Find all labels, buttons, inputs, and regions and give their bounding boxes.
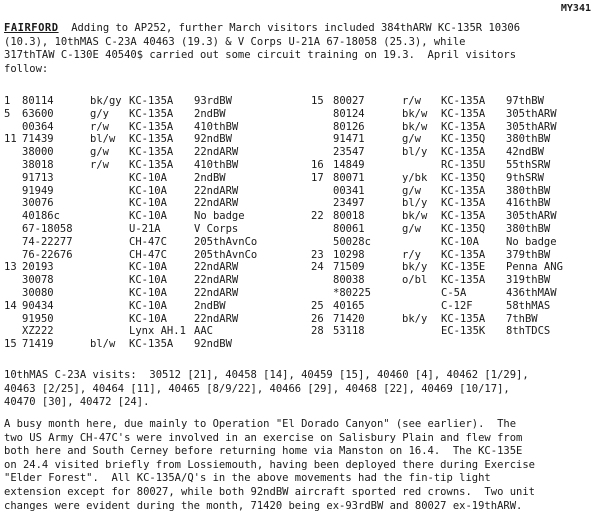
- table-row: [4, 249, 600, 262]
- left-unit-cell: 93rdBW: [194, 95, 232, 107]
- right-type-cell: KC-135E: [441, 261, 486, 274]
- left-colour-cell: r/w: [90, 120, 109, 133]
- left-type-cell: KC-10A: [129, 261, 167, 274]
- right-day-cell: 15: [311, 95, 324, 107]
- right-serial-cell: 53118: [333, 325, 365, 338]
- right-unit-cell: 319thBW: [506, 274, 551, 287]
- left-unit-cell: 92ndBW: [194, 338, 232, 351]
- table-row: [4, 274, 600, 287]
- right-unit-cell: 305thARW: [506, 107, 557, 120]
- right-serial-cell: 80018: [333, 210, 365, 223]
- right-colour-cell: o/bl: [402, 274, 428, 287]
- right-serial-cell: 40165: [333, 299, 365, 312]
- left-serial-cell: 91950: [22, 312, 54, 325]
- right-colour-cell: bk/w: [402, 210, 428, 223]
- right-unit-cell: 380thBW: [506, 133, 551, 146]
- right-colour-cell: bk/y: [402, 312, 428, 325]
- right-colour-cell: r/w: [402, 95, 421, 107]
- left-type-cell: KC-135A: [129, 338, 174, 351]
- right-type-cell: KC-135A: [441, 120, 486, 133]
- table-row: [4, 313, 600, 326]
- right-unit-cell: 55thSRW: [506, 158, 551, 171]
- right-serial-cell: *80225: [333, 286, 371, 299]
- right-colour-cell: bk/y: [402, 261, 428, 274]
- table-row: [4, 185, 600, 198]
- left-serial-cell: 67-18058: [22, 222, 73, 235]
- left-unit-cell: 2ndBW: [194, 171, 226, 184]
- left-day-cell: 15: [4, 338, 17, 351]
- left-type-cell: KC-10A: [129, 210, 167, 223]
- movements-table: [4, 95, 600, 351]
- right-type-cell: KC-135A: [441, 312, 486, 325]
- left-colour-cell: bk/gy: [90, 95, 122, 107]
- left-colour-cell: g/w: [90, 146, 109, 159]
- right-unit-cell: 305thARW: [506, 120, 557, 133]
- left-serial-cell: 76-22676: [22, 248, 73, 261]
- left-serial-cell: 20193: [22, 261, 54, 274]
- right-type-cell: KC-135Q: [441, 133, 486, 146]
- left-serial-cell: 90434: [22, 299, 54, 312]
- right-serial-cell: 00341: [333, 184, 365, 197]
- table-row: [4, 236, 600, 249]
- right-day-cell: 28: [311, 325, 324, 338]
- right-type-cell: RC-135U: [441, 158, 486, 171]
- right-serial-cell: 10298: [333, 248, 365, 261]
- right-serial-cell: 80071: [333, 171, 365, 184]
- right-colour-cell: bk/w: [402, 120, 428, 133]
- left-unit-cell: 22ndARW: [194, 286, 239, 299]
- left-unit-cell: 2ndBW: [194, 107, 226, 120]
- intro-text: Adding to AP252, further March visitors included 384thARW KC-135R 10306 (10.3), 10thMAS C-23A 40463 (19.3) & V Corps U-21A 67-18058 (25.3), while 317thTAW C-130E 40540$ carried out some circuit training on 19.3. April visitors follow:: [4, 22, 521, 75]
- table-row: [4, 121, 600, 134]
- table-row: [4, 197, 600, 210]
- right-unit-cell: 380thBW: [506, 184, 551, 197]
- left-type-cell: KC-135A: [129, 107, 174, 120]
- right-serial-cell: 80027: [333, 95, 365, 107]
- right-type-cell: KC-135A: [441, 107, 486, 120]
- right-serial-cell: 23497: [333, 197, 365, 210]
- left-serial-cell: 71439: [22, 133, 54, 146]
- table-row: [4, 146, 600, 159]
- left-day-cell: 13: [4, 261, 17, 274]
- left-unit-cell: 205thAvnCo: [194, 235, 258, 248]
- right-serial-cell: 80124: [333, 107, 365, 120]
- left-day-cell: 5: [4, 107, 11, 120]
- left-serial-cell: 30080: [22, 286, 54, 299]
- left-unit-cell: 92ndBW: [194, 133, 232, 146]
- left-type-cell: KC-10A: [129, 274, 167, 287]
- left-unit-cell: 22ndARW: [194, 197, 239, 210]
- left-type-cell: KC-10A: [129, 184, 167, 197]
- left-unit-cell: No badge: [194, 210, 245, 223]
- left-type-cell: CH-47C: [129, 235, 167, 248]
- right-unit-cell: Penna ANG: [506, 261, 563, 274]
- table-row: [4, 133, 600, 146]
- right-unit-cell: No badge: [506, 235, 557, 248]
- right-type-cell: C-5A: [441, 286, 467, 299]
- right-unit-cell: 416thBW: [506, 197, 551, 210]
- table-row: [4, 210, 600, 223]
- left-unit-cell: V Corps: [194, 222, 239, 235]
- right-serial-cell: 14849: [333, 158, 365, 171]
- table-row: [4, 338, 600, 351]
- right-type-cell: KC-135A: [441, 248, 486, 261]
- left-serial-cell: 71419: [22, 338, 54, 351]
- left-unit-cell: 22ndARW: [194, 261, 239, 274]
- table-row: [4, 159, 600, 172]
- left-unit-cell: 22ndARW: [194, 312, 239, 325]
- visits-paragraph: 10thMAS C-23A visits: 30512 [21], 40458 [14], 40459 [15], 40460 [4], 40462 [1/29], 40463 [2/25], 40464 [11], 40465 [8/9/22], 40466 [29], 40468 [22], 40469 [10/17], 40470 [30], 40472 [24].: [4, 369, 529, 409]
- right-colour-cell: g/w: [402, 222, 421, 235]
- table-row: [4, 95, 600, 108]
- left-type-cell: CH-47C: [129, 248, 167, 261]
- summary-paragraph: A busy month here, due mainly to Operation "El Dorado Canyon" (see earlier). The two US Army CH-47C's were involved in an exercise on Salisbury Plain and flew from both here and South Cerney before returning home via Manston on 16.4. The KC-135E on 24.4 visited briefly from Lossiemouth, having been deployed there during Exercise "Elder Forest". All KC-135A/Q's in the above movements had the fin-tip light extension except for 80027, while both 92ndBW aircraft sported red crowns. Two unit changes were evident during the month, 71420 being ex-93rdBW and 80027 ex-19thARW.: [4, 418, 536, 512]
- left-serial-cell: 91949: [22, 184, 54, 197]
- right-type-cell: KC-135Q: [441, 171, 486, 184]
- table-row: [4, 287, 600, 300]
- right-day-cell: 23: [311, 248, 324, 261]
- left-unit-cell: 22ndARW: [194, 274, 239, 287]
- right-unit-cell: 379thBW: [506, 248, 551, 261]
- right-serial-cell: 50028c: [333, 235, 371, 248]
- right-unit-cell: 8thTDCS: [506, 325, 551, 338]
- left-day-cell: 14: [4, 299, 17, 312]
- left-serial-cell: 38000: [22, 146, 54, 159]
- left-serial-cell: 74-22277: [22, 235, 73, 248]
- left-day-cell: 11: [4, 133, 17, 146]
- table-row: [4, 108, 600, 121]
- right-day-cell: 25: [311, 299, 324, 312]
- left-type-cell: KC-135A: [129, 146, 174, 159]
- left-type-cell: KC-135A: [129, 158, 174, 171]
- left-unit-cell: AAC: [194, 325, 213, 338]
- left-type-cell: KC-135A: [129, 120, 174, 133]
- left-type-cell: KC-10A: [129, 312, 167, 325]
- right-type-cell: KC-135A: [441, 274, 486, 287]
- left-colour-cell: r/w: [90, 158, 109, 171]
- right-type-cell: C-12F: [441, 299, 473, 312]
- right-colour-cell: bl/y: [402, 197, 428, 210]
- right-day-cell: 26: [311, 312, 324, 325]
- right-day-cell: 17: [311, 171, 324, 184]
- right-type-cell: KC-135Q: [441, 222, 486, 235]
- right-type-cell: KC-135A: [441, 184, 486, 197]
- right-day-cell: 22: [311, 210, 324, 223]
- section-heading: FAIRFORD: [4, 22, 59, 34]
- right-serial-cell: 80061: [333, 222, 365, 235]
- right-serial-cell: 23547: [333, 146, 365, 159]
- right-unit-cell: 9thSRW: [506, 171, 544, 184]
- left-serial-cell: 80114: [22, 95, 54, 107]
- right-unit-cell: 97thBW: [506, 95, 544, 107]
- left-type-cell: KC-10A: [129, 197, 167, 210]
- left-type-cell: KC-10A: [129, 171, 167, 184]
- right-serial-cell: 80038: [333, 274, 365, 287]
- left-serial-cell: 30078: [22, 274, 54, 287]
- intro-paragraph: [4, 22, 598, 76]
- right-colour-cell: y/bk: [402, 171, 428, 184]
- left-unit-cell: 22ndARW: [194, 146, 239, 159]
- right-unit-cell: 305thARW: [506, 210, 557, 223]
- right-unit-cell: 42ndBW: [506, 146, 544, 159]
- left-unit-cell: 410thBW: [194, 158, 239, 171]
- right-type-cell: KC-135A: [441, 95, 486, 107]
- right-serial-cell: 71509: [333, 261, 365, 274]
- table-row: [4, 300, 600, 313]
- right-serial-cell: 91471: [333, 133, 365, 146]
- left-serial-cell: 91713: [22, 171, 54, 184]
- right-colour-cell: r/y: [402, 248, 421, 261]
- left-colour-cell: bl/w: [90, 133, 116, 146]
- right-type-cell: KC-10A: [441, 235, 479, 248]
- right-serial-cell: 71420: [333, 312, 365, 325]
- left-serial-cell: XZ222: [22, 325, 54, 338]
- right-unit-cell: 58thMAS: [506, 299, 551, 312]
- left-unit-cell: 410thBW: [194, 120, 239, 133]
- table-row: [4, 172, 600, 185]
- right-unit-cell: 380thBW: [506, 222, 551, 235]
- right-type-cell: KC-135A: [441, 146, 486, 159]
- right-day-cell: 24: [311, 261, 324, 274]
- left-type-cell: KC-135A: [129, 133, 174, 146]
- right-colour-cell: bl/y: [402, 146, 428, 159]
- left-unit-cell: 2ndBW: [194, 299, 226, 312]
- right-colour-cell: bk/w: [402, 107, 428, 120]
- left-type-cell: U-21A: [129, 222, 161, 235]
- right-type-cell: KC-135A: [441, 210, 486, 223]
- left-serial-cell: 00364: [22, 120, 54, 133]
- left-unit-cell: 22ndARW: [194, 184, 239, 197]
- left-colour-cell: bl/w: [90, 338, 116, 351]
- table-row: [4, 325, 600, 338]
- right-day-cell: 16: [311, 158, 324, 171]
- table-row: [4, 223, 600, 236]
- right-type-cell: EC-135K: [441, 325, 486, 338]
- left-unit-cell: 205thAvnCo: [194, 248, 258, 261]
- left-type-cell: KC-135A: [129, 95, 174, 107]
- left-type-cell: Lynx AH.1: [129, 325, 186, 338]
- page-number: MY341: [560, 3, 591, 14]
- left-serial-cell: 40186c: [22, 210, 60, 223]
- left-serial-cell: 30076: [22, 197, 54, 210]
- left-type-cell: KC-10A: [129, 299, 167, 312]
- left-serial-cell: 63600: [22, 107, 54, 120]
- left-serial-cell: 38018: [22, 158, 54, 171]
- table-row: [4, 261, 600, 274]
- left-day-cell: 1: [4, 95, 11, 107]
- left-colour-cell: g/y: [90, 107, 109, 120]
- right-unit-cell: 7thBW: [506, 312, 538, 325]
- right-unit-cell: 436thMAW: [506, 286, 557, 299]
- left-type-cell: KC-10A: [129, 286, 167, 299]
- right-colour-cell: g/w: [402, 184, 421, 197]
- right-serial-cell: 80126: [333, 120, 365, 133]
- right-colour-cell: g/w: [402, 133, 421, 146]
- right-type-cell: KC-135A: [441, 197, 486, 210]
